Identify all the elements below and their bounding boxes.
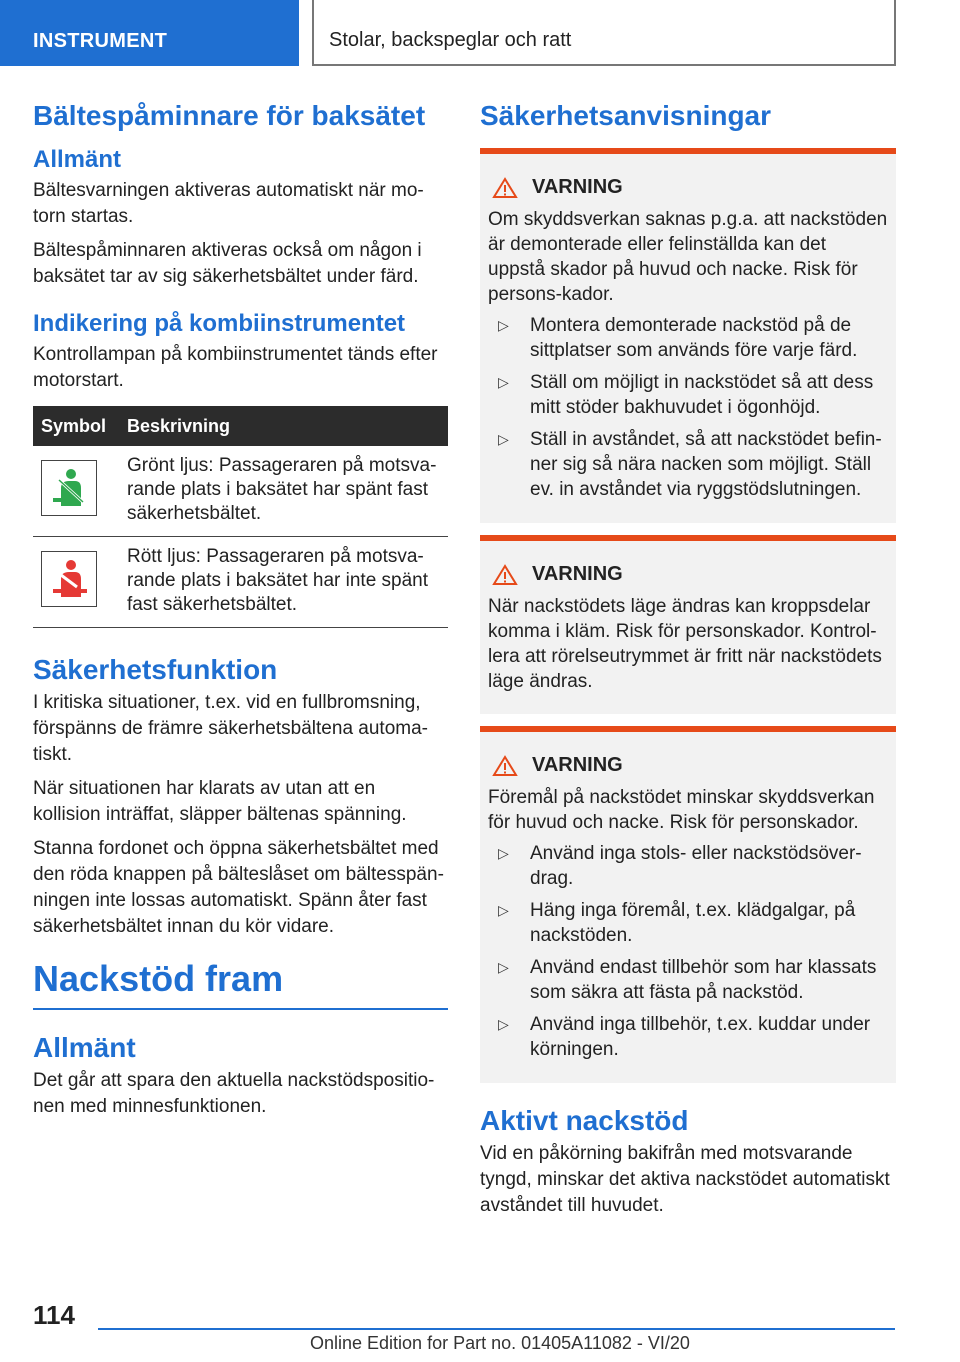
warning-text: När nackstödets läge ändras kan kroppsdelar komma i kläm. Risk för personskador. Kontrol-lera att rörelseutrymmet är fritt när nackstödets läge ändras. [488, 596, 882, 692]
list-item: ▷ Ställ in avståndet, så att nackstödet befin-ner sig så nära nacken som möjligt. Ställ ev. in avståndet via ryggstödslutningen. [498, 429, 882, 500]
warning-box [480, 148, 896, 523]
page-header [0, 0, 960, 66]
warning-header [488, 754, 888, 777]
bullet-triangle-icon: ▷ [498, 1016, 509, 1032]
bullet-triangle-icon: ▷ [498, 431, 509, 447]
belt-general-p2: Bältespåminnaren aktiveras också om någon i baksätet tar av sig säkerhetsbältet under färd. [33, 240, 422, 287]
red-seatbelt-icon [41, 551, 97, 607]
indication-text: Kontrollampan på kombiinstrumentet tänds efter motorstart. [33, 344, 438, 391]
table-row [33, 446, 448, 537]
table-row [33, 537, 448, 628]
table-header-row [33, 406, 448, 446]
page-number: 114 [33, 1300, 75, 1330]
description-cell: Rött ljus: Passageraren på motsva-rande plats i baksätet har inte spänt fast säkerhetsbältet. [119, 537, 448, 628]
footer-divider [98, 1328, 895, 1330]
chapter-title: Stolar, backspeglar och ratt [312, 0, 896, 66]
left-column [33, 100, 448, 1128]
description-cell: Grönt ljus: Passageraren på motsva-rande plats i baksätet har spänt fast säkerhetsbältet. [119, 446, 448, 537]
warning-triangle-icon [492, 177, 518, 199]
green-seatbelt-icon [41, 460, 97, 516]
symbol-cell [33, 537, 119, 628]
headrest-general-title: Allmänt [33, 1032, 136, 1063]
indication-title: Indikering på kombiinstrumentet [33, 310, 406, 337]
list-item: ▷ Använd inga tillbehör, t.ex. kuddar under körningen. [498, 1014, 871, 1060]
bullet-triangle-icon: ▷ [498, 845, 509, 861]
headrest-general-text: Det går att spara den aktuella nackstödspositio-nen med minnesfunktionen. [33, 1070, 435, 1117]
safety-title: Säkerhetsfunktion [33, 654, 278, 685]
right-column [480, 100, 896, 1227]
warning-label: VARNING [532, 754, 623, 776]
section-tab: INSTRUMENT [0, 0, 299, 66]
bullet-triangle-icon: ▷ [498, 317, 509, 333]
bullet-triangle-icon: ▷ [498, 374, 509, 390]
symbol-table [33, 406, 448, 628]
list-item: ▷ Ställ om möjligt in nackstödet så att dess mitt stöder bakhuvudet i ögonhöjd. [498, 372, 874, 418]
safety-p2: När situationen har klarats av utan att en kollision inträffat, släpper bältenas spänning. [33, 778, 407, 825]
col-description-header: Beskrivning [119, 406, 448, 446]
list-item: ▷ Använd inga stols- eller nackstödsöver-drag. [498, 843, 862, 889]
warning-list [488, 313, 888, 502]
warning-text: Föremål på nackstödet minskar skyddsverkan för huvud och nacke. Risk för personskador. [488, 787, 875, 833]
warning-text: Om skyddsverkan saknas p.g.a. att nackstöden är demonterade eller felinställda kan det uppstå skador på huvud och nacke. Risk för persons-kador. [488, 209, 888, 305]
belt-reminder-title: Bältespåminnare för baksätet [33, 100, 426, 131]
warning-box [480, 535, 896, 714]
warning-list [488, 841, 888, 1062]
warning-header [488, 563, 888, 586]
symbol-cell [33, 446, 119, 537]
safety-p1: I kritiska situationer, t.ex. vid en fullbromsning, förspänns de främre säkerhetsbältena automa-tiskt. [33, 692, 428, 765]
col-symbol-header: Symbol [33, 406, 119, 446]
warning-label: VARNING [532, 176, 623, 198]
list-item: ▷ Montera demonterade nackstöd på de sittplatser som används före varje färd. [498, 315, 858, 361]
instructions-title: Säkerhetsanvisningar [480, 100, 772, 131]
footer-edition: Online Edition for Part no. 01405A11082 - VI/20 [310, 1333, 690, 1353]
bullet-triangle-icon: ▷ [498, 959, 509, 975]
safety-p3: Stanna fordonet och öppna säkerhetsbältet med den röda knappen på bälteslåset om bältesspän-ningen inte lossas automatiskt. Spänn åter fast säkerhetsbältet innan du kör vidare. [33, 838, 444, 937]
headrest-title: Nackstöd fram [33, 958, 448, 1010]
list-item: ▷ Använd endast tillbehör som har klassats som säkra att fästa på nackstöd. [498, 957, 877, 1003]
warning-header [488, 176, 888, 199]
active-headrest-text: Vid en påkörning bakifrån med motsvarande tyngd, minskar det aktiva nackstödet automatiskt avståndet till huvudet. [480, 1143, 890, 1216]
list-item: ▷ Häng inga föremål, t.ex. klädgalgar, på nackstöden. [498, 900, 856, 946]
warning-box [480, 726, 896, 1083]
warning-triangle-icon [492, 564, 518, 586]
bullet-triangle-icon: ▷ [498, 902, 509, 918]
belt-general-p1: Bältesvarningen aktiveras automatiskt när mo-torn startas. [33, 180, 424, 227]
warning-triangle-icon [492, 755, 518, 777]
belt-general-title: Allmänt [33, 146, 122, 173]
warning-label: VARNING [532, 563, 623, 585]
active-headrest-title: Aktivt nackstöd [480, 1105, 689, 1136]
